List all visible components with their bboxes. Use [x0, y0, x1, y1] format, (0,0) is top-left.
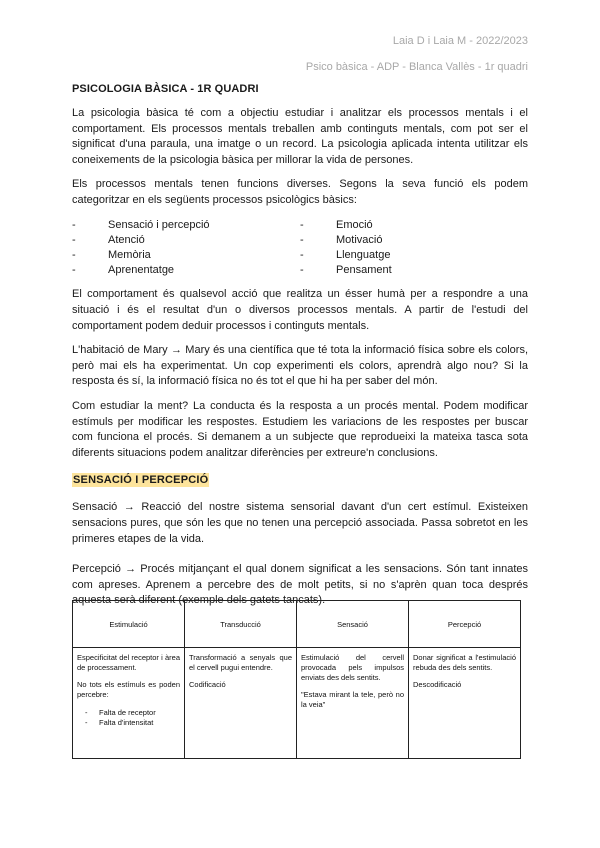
- processes-list: [72, 218, 528, 279]
- cell-list: [77, 708, 180, 728]
- paragraph-intro: La psicologia bàsica té com a objectiu estudiar i analitzar els processos mentals i el comportament. Els processos mentals treballen amb continguts mentals, com pot ser el significat d'una paraula, una imatge o un record. La psicologia aplicada intenta utilitzar els coneixements de la psicologia bàsica per millorar la vida de persones.: [72, 107, 528, 166]
- list-item: - Atenció: [72, 233, 145, 246]
- column-header-percepcio: Percepció: [409, 601, 521, 648]
- list-item: - Pensament: [300, 264, 392, 277]
- paragraph-sensacio: Sensació → Reacció del nostre sistema sensorial davant d'un cert estímul. Existeixen sensacions pures, que són les que no tenen una percepció associada. Passa sobretot en les primeres etapes de la vida.: [72, 501, 528, 545]
- paragraph-behaviour: El comportament és qualsevol acció que realitza un ésser humà per a respondre a una situació i és el resultat d'un o diversos processos mentals. A partir de l'estudi del comportament podem deduir processos i continguts mentals.: [72, 288, 528, 332]
- processes-list-right: [300, 218, 528, 279]
- paragraph-percepcio: Percepció → Procés mitjançant el qual donem significat a les sensacions. Són tant innates com apreses. Aprenem a percebre des de molt petits, si no s'aprèn quan toca després aquesta serà diferent (exemple dels gatets tancats).: [72, 563, 528, 607]
- processes-list-left: [72, 218, 300, 279]
- process-stages-table: [72, 600, 521, 759]
- cell-transduccio: Transformació a senyals que el cervell pugui entendre. Codificació: [185, 648, 297, 759]
- table-header-row: [73, 601, 521, 648]
- table-row: [73, 648, 521, 759]
- header-course-info: Psico bàsica - ADP - Blanca Vallès - 1r quadri: [305, 61, 528, 73]
- cell-estimulacio: Especificitat del receptor i àrea de processament. No tots els estímuls es poden percebre: - Falta de receptor - Falta d'intensitat: [73, 648, 185, 759]
- list-item: - Falta d'intensitat: [85, 718, 154, 727]
- list-item: - Sensació i percepció: [72, 218, 210, 231]
- document-body: [72, 83, 528, 618]
- list-item: - Emoció: [300, 218, 373, 231]
- list-item: - Aprenentatge: [72, 264, 175, 277]
- column-header-sensacio: Sensació: [297, 601, 409, 648]
- list-item: - Falta de receptor: [85, 708, 156, 717]
- paragraph-mary-room: L'habitació de Mary → Mary és una científica que té tota la informació física sobre els colors, però mai els ha experimentat. Un cop experimenti els colors, aprendrà algo nou? Si la resposta és sí, la informació física no és tot el que hi ha per saber del món.: [72, 344, 528, 388]
- list-item: - Llenguatge: [300, 248, 391, 261]
- column-header-transduccio: Transducció: [185, 601, 297, 648]
- cell-sensacio: Estimulació del cervell provocada pels impulsos enviats des dels sentits. "Estava mirant la tele, però no la veia": [297, 648, 409, 759]
- list-item: - Memòria: [72, 248, 151, 261]
- cell-percepcio: Donar significat a l'estimulació rebuda des dels sentits. Descodificació: [409, 648, 521, 759]
- column-header-estimulacio: Estimulació: [73, 601, 185, 648]
- header-authors-year: Laia D i Laia M - 2022/2023: [392, 35, 528, 47]
- paragraph-study-mind: Com estudiar la ment? La conducta és la resposta a un procés mental. Podem modificar estímuls per modificar les respostes. Estudiem les variacions de les respostes per buscar com funciona el procés. Si demanem a un subjecte que reprodueixi la mateixa tasca sota diferents situacions podem analitzar diferències per extreure'n conclusions.: [72, 399, 528, 459]
- paragraph-processes-intro: Els processos mentals tenen funcions diverses. Segons la seva funció els podem categoritzar en els següents processos psicològics bàsics:: [72, 178, 528, 206]
- document-title: PSICOLOGIA BÀSICA - 1R QUADRI: [72, 83, 259, 95]
- section-heading-sensacio-percepcio: SENSACIÓ I PERCEPCIÓ: [73, 474, 209, 487]
- list-item: - Motivació: [300, 233, 383, 246]
